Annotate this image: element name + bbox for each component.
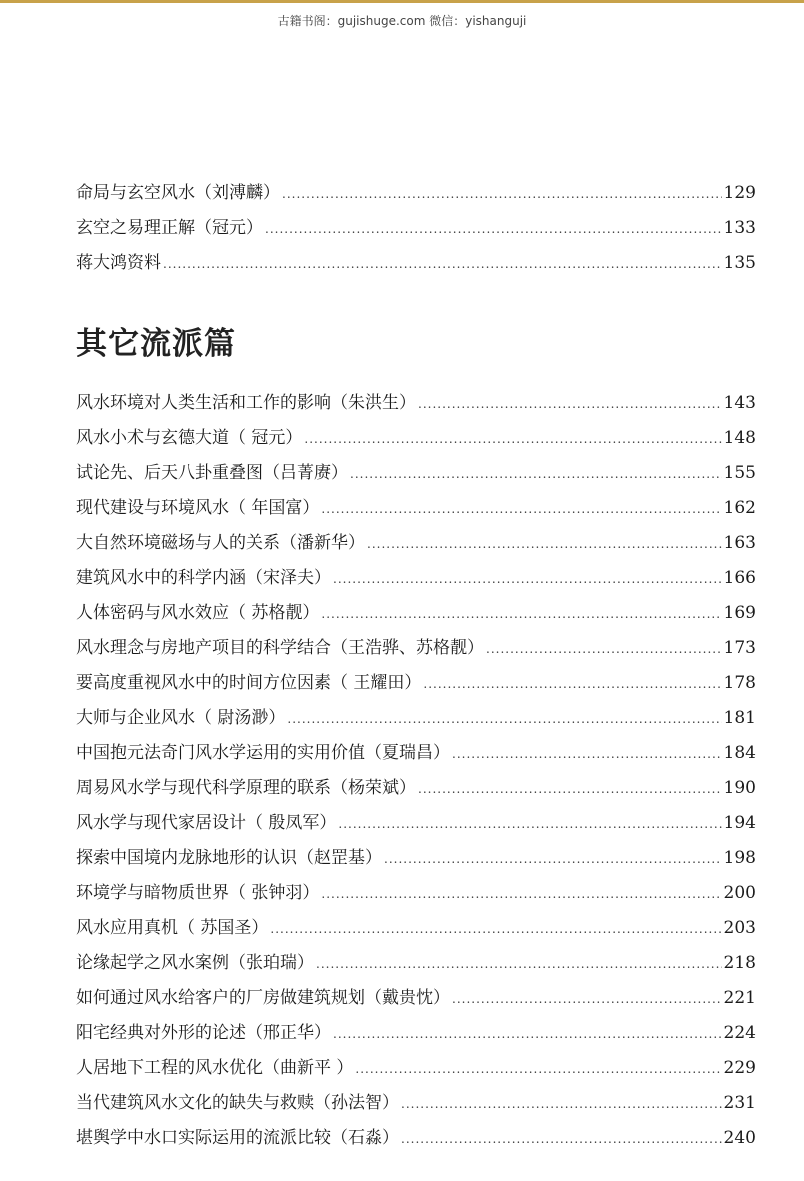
toc-entry [76,666,756,701]
toc-entry-page: 198 [723,848,756,868]
toc-leader-dots [321,492,721,527]
toc-entry-page: 224 [723,1023,756,1043]
toc-entry [76,526,756,561]
toc-entry [76,701,756,736]
toc-entry-title: 试论先、后天八卦重叠图（吕菁赓） [76,463,348,483]
toc-leader-dots [321,877,721,912]
toc-entry-title: 玄空之易理正解（冠元） [76,218,263,238]
toc-entry-title: 风水环境对人类生活和工作的影响（朱洪生） [76,393,416,413]
toc-entry-page: 178 [723,673,756,693]
toc-entry [76,421,756,456]
toc-entry [76,631,756,666]
toc-leader-dots [316,947,722,982]
toc-entry [76,386,756,421]
toc-entry-title: 风水应用真机（ 苏国圣） [76,918,269,938]
toc-entry-title: 人体密码与风水效应（ 苏格靓） [76,603,320,623]
toc-leader-dots [452,982,722,1017]
toc-entry [76,911,756,946]
toc-leader-dots [418,387,722,422]
toc-entry-page: 203 [723,918,756,938]
toc-leader-dots [367,527,722,562]
toc-entry [76,596,756,631]
toc-entry-page: 184 [723,743,756,763]
toc-entry [76,1121,756,1156]
toc-leader-dots [486,632,722,667]
toc-top-list [76,176,756,281]
toc-leader-dots [304,422,721,457]
toc-entry-page: 221 [723,988,756,1008]
section-title: 其它流派篇 [76,326,236,362]
toc-entry [76,981,756,1016]
toc-entry-title: 风水小术与玄德大道（ 冠元） [76,428,303,448]
toc-entry-page: 190 [723,778,756,798]
toc-entry-title: 风水学与现代家居设计（ 殷凤军） [76,813,337,833]
toc-entry-title: 风水理念与房地产项目的科学结合（王浩骅、苏格靓） [76,638,484,658]
toc-leader-dots [333,1017,722,1052]
toc-entry [76,841,756,876]
toc-entry [76,1086,756,1121]
toc-entry-page: 231 [723,1093,756,1113]
toc-entry [76,736,756,771]
toc-entry [76,876,756,911]
toc-entry-page: 129 [723,183,756,203]
toc-entry-title: 蒋大鸿资料 [76,253,161,273]
toc-entry-page: 135 [723,253,756,273]
toc-entry-page: 200 [723,883,756,903]
toc-entry-page: 166 [723,568,756,588]
toc-entry-title: 人居地下工程的风水优化（曲新平 ） [76,1058,354,1078]
toc-entry-page: 218 [723,953,756,973]
toc-entry-page: 133 [723,218,756,238]
toc-entry [76,946,756,981]
toc-leader-dots [452,737,722,772]
toc-entry [76,211,756,246]
toc-main-list [76,386,756,1156]
toc-leader-dots [401,1122,722,1157]
toc-entry-page: 173 [723,638,756,658]
toc-leader-dots [350,457,722,492]
toc-entry-page: 229 [723,1058,756,1078]
toc-entry-title: 大师与企业风水（ 尉汤渺） [76,708,286,728]
toc-leader-dots [265,212,722,247]
toc-leader-dots [423,667,721,702]
toc-entry-title: 如何通过风水给客户的厂房做建筑规划（戴贵忱） [76,988,450,1008]
toc-entry-title: 现代建设与环境风水（ 年国富） [76,498,320,518]
toc-leader-dots [384,842,722,877]
toc-entry-title: 命局与玄空风水（刘溥麟） [76,183,280,203]
toc-entry-title: 周易风水学与现代科学原理的联系（杨荣斌） [76,778,416,798]
toc-leader-dots [287,702,721,737]
toc-entry-title: 阳宅经典对外形的论述（邢正华） [76,1023,331,1043]
toc-entry-title: 大自然环境磁场与人的关系（潘新华） [76,533,365,553]
toc-entry [76,771,756,806]
toc-entry [76,456,756,491]
toc-entry [76,176,756,211]
toc-entry-page: 148 [723,428,756,448]
toc-entry [76,491,756,526]
toc-entry-title: 论缘起学之风水案例（张珀瑞） [76,953,314,973]
toc-entry [76,561,756,596]
toc-entry-page: 169 [723,603,756,623]
toc-leader-dots [333,562,722,597]
toc-entry-page: 162 [723,498,756,518]
page-header: 古籍书阁：gujishuge.com 微信：yishanguji [277,14,527,28]
toc-entry [76,246,756,281]
toc-leader-dots [401,1087,722,1122]
toc-entry-title: 环境学与暗物质世界（ 张钟羽） [76,883,320,903]
toc-entry-title: 探索中国境内龙脉地形的认识（赵罡基） [76,848,382,868]
toc-entry-page: 194 [723,813,756,833]
toc-entry-page: 143 [723,393,756,413]
toc-entry-title: 要高度重视风水中的时间方位因素（ 王耀田） [76,673,422,693]
toc-leader-dots [163,247,722,282]
toc-entry-page: 163 [723,533,756,553]
toc-entry [76,1051,756,1086]
toc-entry [76,1016,756,1051]
toc-entry-page: 181 [723,708,756,728]
toc-leader-dots [418,772,722,807]
toc-leader-dots [355,1052,721,1087]
top-border [0,0,804,3]
toc-entry-title: 当代建筑风水文化的缺失与救赎（孙法智） [76,1093,399,1113]
toc-entry [76,806,756,841]
toc-entry-title: 中国抱元法奇门风水学运用的实用价值（夏瑞昌） [76,743,450,763]
toc-entry-page: 240 [723,1128,756,1148]
toc-leader-dots [338,807,721,842]
toc-leader-dots [282,177,722,212]
toc-leader-dots [321,597,721,632]
toc-entry-title: 堪舆学中水口实际运用的流派比较（石淼） [76,1128,399,1148]
toc-entry-title: 建筑风水中的科学内涵（宋泽夫） [76,568,331,588]
toc-leader-dots [270,912,721,947]
toc-entry-page: 155 [723,463,756,483]
